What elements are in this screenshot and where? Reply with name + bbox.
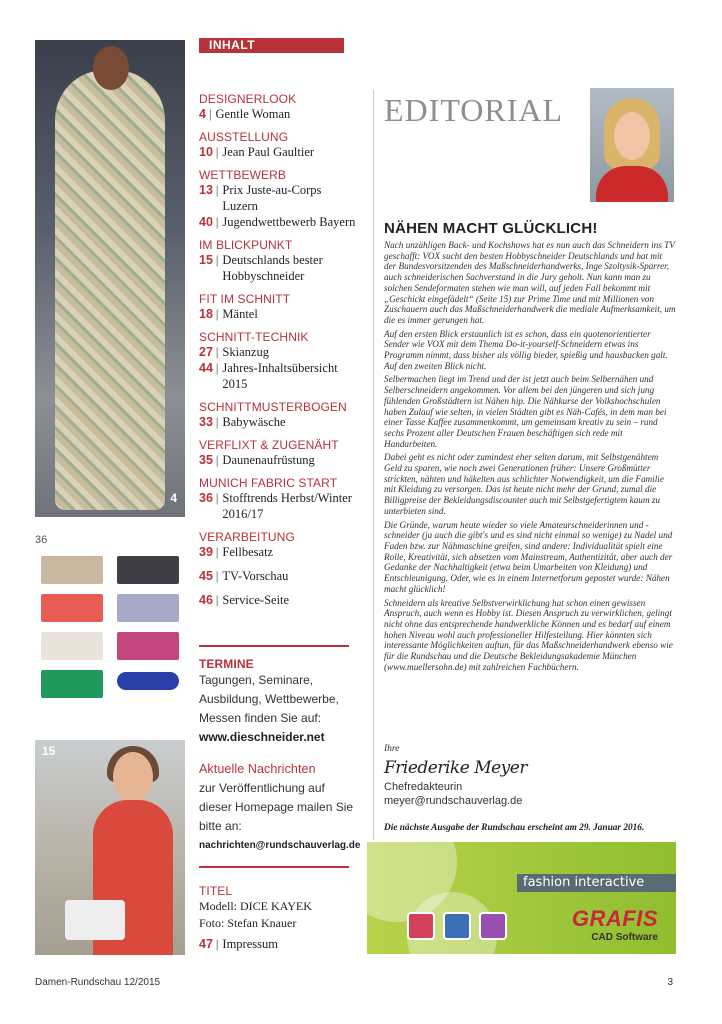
toc-entry-label: Skianzug — [222, 345, 269, 359]
toc-section — [199, 400, 359, 430]
impressum-label: Impressum — [222, 937, 278, 951]
model-figure — [55, 70, 165, 510]
app-icon — [443, 912, 471, 940]
toc-entry-label: Mäntel — [222, 307, 258, 321]
editorial-headline: NÄHEN MACHT GLÜCKLICH! — [384, 220, 598, 237]
news-email-link[interactable]: nachrichten@rundschauverlag.de — [199, 840, 361, 851]
toc-section-title: SCHNITTMUSTERBOGEN — [199, 400, 347, 414]
cover-model-photo — [35, 40, 185, 517]
entry-separator: | — [215, 307, 219, 321]
toc-entry[interactable] — [199, 252, 359, 284]
fabric-swatch — [41, 556, 103, 584]
toc-entry-label: Prix Juste-au-Corps Luzern — [222, 183, 322, 213]
editor-role: Chefredakteurin — [384, 781, 463, 793]
toc-section-title: DESIGNERLOOK — [199, 92, 297, 106]
termine-url-link[interactable]: www.dieschneider.net — [199, 730, 325, 744]
hobby-tailor-photo — [35, 740, 185, 955]
fabric-swatch — [41, 670, 103, 698]
toc-section — [199, 330, 359, 392]
app-icon — [479, 912, 507, 940]
toc-page-number: 18 — [199, 307, 213, 321]
entry-separator: | — [215, 545, 219, 559]
toc-entry-label: TV-Vorschau — [222, 569, 289, 583]
fabric-swatches-photo — [35, 550, 185, 710]
toc-page-number: 10 — [199, 145, 213, 159]
entry-separator: | — [215, 345, 219, 359]
toc-page-number: 46 — [199, 593, 213, 607]
editorial-paragraph: Selbermachen liegt im Trend und der ist jetzt auch beim Selbernähen und Selberschneidern angekommen. Vor allem bei den jüngeren und sich jung fühlenden Großstädtern ist Nähen hip. Die Nähkurse der Volkshochschulen haben Zulauf wie selten, in vielen Städten gibt es Näh-Cafés, in dem man bei einer Tasse Kaffee zusammenkommt, um gemeinsam kreativ zu sein – rund sechs Prozent aller Deutschen Frauen beschäftigen sich rede mit Handarbeiten. — [384, 374, 667, 449]
toc-entry-label: Babywäsche — [222, 415, 286, 429]
entry-separator: | — [215, 491, 219, 505]
toc-entry[interactable] — [199, 214, 359, 230]
toc-page-number: 33 — [199, 415, 213, 429]
entry-separator: | — [215, 145, 219, 159]
titel-photo-credit: Foto: Stefan Knauer — [199, 916, 297, 930]
toc-entry[interactable] — [199, 360, 359, 392]
toc-section — [199, 238, 359, 284]
toc-section — [199, 476, 359, 522]
editorial-body — [384, 240, 676, 675]
toc-entry[interactable] — [199, 106, 359, 122]
editorial-paragraph: Schneidern als kreative Selbstverwirklichung hat schon einen gewissen Anspruch, auch wenn es Hobby ist. Diesen Anspruch zu verwirklichen, gelingt nicht ohne das entsprechende handwerkliche Können und es bedarf auf einem hohen Niveau wohl auch professioneller Hilfestellung. Hier könnten sich interessante Möglichkeiten auftun, für das Maßschneiderhandwerk ebenso wie für die Rundschau und die Deutsche Bekleidungsakademie München (www.muellersohn.de) mit zahlreichen Fachbüchern. — [384, 597, 673, 672]
termine-title: TERMINE — [199, 657, 254, 671]
ad-banner: fashion interactive — [517, 874, 676, 892]
titel-section — [199, 884, 359, 952]
entry-separator: | — [215, 453, 219, 467]
toc-page-number: 27 — [199, 345, 213, 359]
toc-entry[interactable] — [199, 544, 359, 560]
next-issue-note: Die nächste Ausgabe der Rundschau erscheint am 29. Januar 2016. — [384, 823, 645, 833]
editorial-signoff — [384, 744, 676, 808]
toc-section — [199, 168, 359, 230]
editor-shirt — [596, 166, 668, 202]
section-divider — [199, 866, 349, 868]
toc-section-title: MUNICH FABRIC START — [199, 476, 338, 490]
toc-page-number: 39 — [199, 545, 213, 559]
editorial-paragraph: Nach unzähligen Back- und Kochshows hat es nun auch das Schneidern ins TV geschafft: VOX sucht den besten Hobbyschneider Deutschlands und hat mit der Bundesvorsitzenden des Maßschneiderhandwerks, Inge Szoltysik-Sparrer, auch schneiderischen Sachverstand in die Jury geholt. Nun kann man zu solchen Sendeformaten stehen wie man will, auf jeden Fall bekommt mit „Geschickt eingefädelt“ (Seite 15) zur Prime Time und mit Millionen von Zuschauern auch das Maßschneiderhandwerk die mediale Aufmerksamkeit, um die es immer gerungen hat. — [384, 240, 676, 325]
toc-section-title: AUSSTELLUNG — [199, 130, 289, 144]
model-head — [93, 46, 129, 90]
grafis-advert[interactable] — [367, 842, 676, 954]
toc-section — [199, 292, 359, 322]
sewing-machine — [65, 900, 125, 940]
closing-text: Ihre — [384, 744, 400, 754]
editor-face — [614, 112, 650, 160]
footer-publication: Damen-Rundschau 12/2015 — [35, 977, 161, 988]
app-icon — [407, 912, 435, 940]
section-divider — [199, 645, 349, 647]
termine-text: Tagungen, Seminare, Ausbildung, Wettbewerbe, Messen finden Sie auf: — [199, 673, 339, 725]
toc-entry[interactable] — [199, 306, 359, 322]
toc-section — [199, 130, 359, 160]
toc-entry-label: Jugendwettbewerb Bayern — [222, 215, 356, 229]
toc-page-number: 35 — [199, 453, 213, 467]
editorial-paragraph: Auf den ersten Blick erstaunlich ist es schon, dass ein quotenorientierter Sender wie VOX mit dem Thema Do-it-yourself-Schneidern etwas ins Programm nimmt, dass bisher als völlig bieder, spießig und hausbacken galt. Auf den zweiten Blick nicht. — [384, 328, 668, 371]
fabric-swatch — [117, 594, 179, 622]
toc-entry-label: Stofftrends Herbst/Winter 2016/17 — [222, 491, 352, 521]
editor-portrait — [590, 88, 674, 202]
page-number: 3 — [667, 977, 673, 988]
toc-section-title: WETTBEWERB — [199, 168, 286, 182]
fabric-photo-page-number: 36 — [35, 534, 48, 546]
toc-entry[interactable] — [199, 144, 359, 160]
toc-page-number: 13 — [199, 183, 213, 197]
news-title: Aktuelle Nachrichten — [199, 762, 316, 776]
editorial-title: EDITORIAL — [384, 92, 564, 128]
toc-section — [199, 92, 359, 122]
toc-entry-label: Daunenaufrüstung — [222, 453, 315, 467]
fabric-swatch — [41, 594, 103, 622]
fabric-swatch — [117, 556, 179, 584]
entry-separator: | — [215, 569, 219, 583]
toc-section-title: VERARBEITUNG — [199, 530, 295, 544]
photo-page-number: 4 — [170, 491, 177, 505]
toc-section-title: VERFLIXT & ZUGENÄHT — [199, 438, 339, 452]
news-section — [199, 762, 359, 851]
entry-separator: | — [215, 215, 219, 229]
toc-section-title: FIT IM SCHNITT — [199, 292, 291, 306]
toc-entry[interactable] — [199, 568, 359, 584]
entry-separator: | — [215, 415, 219, 429]
toc-entry-label: Fellbesatz — [222, 545, 274, 559]
toc-entry[interactable] — [199, 182, 359, 214]
titel-title: TITEL — [199, 884, 233, 898]
impressum-entry[interactable] — [199, 936, 359, 952]
toc-entry-label: Gentle Woman — [215, 107, 291, 121]
table-of-contents — [199, 92, 359, 616]
toc-section — [199, 438, 359, 468]
column-divider — [373, 90, 374, 840]
entry-separator: | — [215, 253, 219, 267]
toc-section-title: SCHNITT-TECHNIK — [199, 330, 309, 344]
handwritten-signature: Friederike Meyer — [384, 758, 527, 778]
grafis-logo: GRAFIS — [571, 906, 658, 931]
toc-entry[interactable] — [199, 452, 359, 468]
fabric-swatch — [117, 672, 179, 690]
editorial-paragraph: Die Gründe, warum heute wieder so viele Amateurschneiderinnen und -schneider (ja auch die gibt's und es sind nicht einmal so wenige) zu Nadel und Faden bzw. zur Nähmaschine greifen, sind andere: Individualität spielt eine Rolle, Kreativität, sich absetzen vom Mainstream, Authentizität, aber auch der Gedanke der Nachhaltigkeit (etwa beim Umarbeiten von Kleidung) und Entschleunigung. Oder, wie es in einem Internetforum gepostet wurde: Nähen macht glücklich! — [384, 519, 673, 594]
toc-page-number: 4 — [199, 107, 206, 121]
toc-page-number: 40 — [199, 215, 213, 229]
entry-separator: | — [215, 937, 219, 951]
news-text: zur Veröffentlichung auf dieser Homepage mailen Sie bitte an: — [199, 781, 354, 833]
editorial-paragraph: Dabei geht es nicht oder zumindest eher selten darum, mit Selbstgenähtem Geld zu sparen, wie noch zwei Generationen früher: Unsere Großmütter strickten, nähten und häkelten aus schlichter Notwendigkeit, um die Familie mit Kleidung zu versorgen. Das ist heute nicht mehr der Grund, zumal die Billigpreise der Bekleidungsdiscounter auch mit Selbstgefertigtem kaum zu unterbieten sind. — [384, 452, 664, 516]
toc-entry[interactable] — [199, 592, 359, 608]
editor-email-link[interactable]: meyer@rundschauverlag.de — [384, 795, 523, 807]
toc-section — [199, 530, 359, 608]
entry-separator: | — [215, 593, 219, 607]
photo-page-number: 15 — [42, 744, 56, 758]
entry-separator: | — [215, 361, 219, 375]
toc-entry[interactable] — [199, 344, 359, 360]
termine-section — [199, 657, 359, 744]
inhalt-heading: INHALT — [199, 38, 344, 53]
impressum-page-number: 47 — [199, 937, 213, 951]
toc-entry[interactable] — [199, 414, 359, 430]
toc-section-title: IM BLICKPUNKT — [199, 238, 293, 252]
titel-model: Modell: DICE KAYEK — [199, 899, 312, 913]
ad-tagline: CAD Software — [591, 932, 658, 943]
fabric-swatch — [117, 632, 179, 660]
toc-entry-label: Deutschlands bester Hobbyschneider — [222, 253, 323, 283]
toc-page-number: 15 — [199, 253, 213, 267]
person-head — [113, 752, 153, 802]
toc-entry-label: Jean Paul Gaultier — [222, 145, 315, 159]
fabric-swatch — [41, 632, 103, 660]
toc-page-number: 45 — [199, 569, 213, 583]
entry-separator: | — [215, 183, 219, 197]
toc-entry[interactable] — [199, 490, 359, 522]
toc-entry-label: Jahres-Inhaltsübersicht 2015 — [222, 361, 338, 391]
toc-entry-label: Service-Seite — [222, 593, 290, 607]
toc-page-number: 36 — [199, 491, 213, 505]
entry-separator: | — [208, 107, 212, 121]
toc-page-number: 44 — [199, 361, 213, 375]
